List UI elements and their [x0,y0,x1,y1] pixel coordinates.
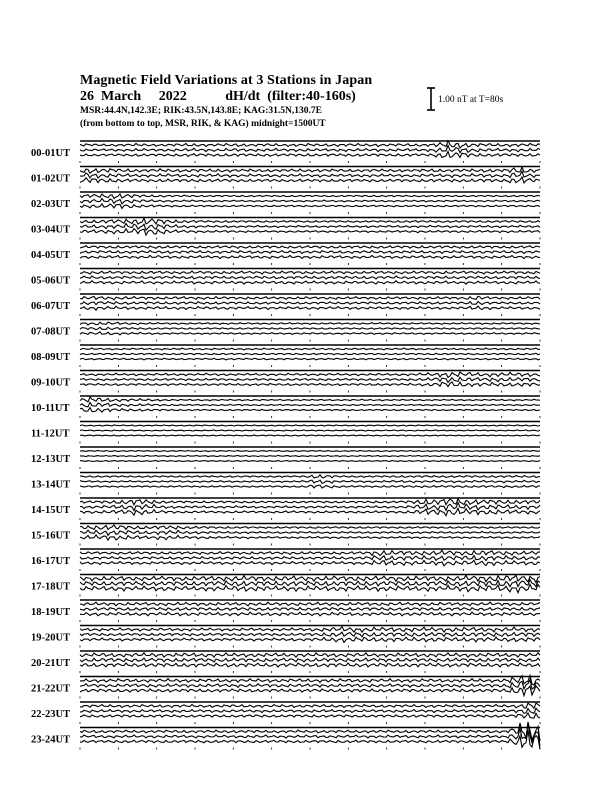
trace-rik [80,708,540,713]
row-label: 14-15UT [31,505,71,516]
hour-row-00-01UT [31,141,540,163]
row-label: 08-09UT [31,352,71,363]
trace-rik [80,530,540,535]
trace-kag [80,535,540,540]
row-label: 20-21UT [31,658,71,669]
row-label: 22-23UT [31,709,71,720]
hour-row-05-06UT [31,269,540,291]
row-label: 13-14UT [31,479,71,491]
trace-kag [80,229,540,235]
quantity-label: dH/dt [225,89,261,104]
trace-rik [80,632,540,637]
trace-kag [80,204,540,209]
trace-msr [80,450,540,451]
trace-msr [80,246,540,249]
row-label: 16-17UT [31,556,71,567]
row-label: 06-07UT [31,301,71,312]
hour-row-03-04UT [31,218,540,240]
trace-kag [80,281,540,284]
hour-row-16-17UT [31,549,540,571]
date-day: 26 [80,89,94,104]
filter-label: (filter:40-160s) [267,89,356,104]
trace-rik [80,276,540,279]
trace-msr [80,296,540,299]
trace-kag [80,306,540,310]
trace-msr [80,475,540,478]
trace-msr [80,167,540,173]
trace-kag [80,332,540,335]
trace-kag [80,663,540,667]
trace-msr [80,722,540,741]
trace-rik [80,223,540,230]
trace-kag [80,358,540,360]
trace-kag [80,435,540,436]
trace-kag [80,461,540,462]
trace-rik [80,608,540,611]
hour-row-17-18UT [31,575,540,597]
row-label: 12-13UT [31,454,71,465]
trace-rik [80,327,540,329]
row-label: 17-18UT [31,581,71,593]
trace-msr [80,703,540,708]
trace-msr [80,141,540,148]
hour-row-20-21UT [31,651,540,673]
hour-row-19-20UT [31,626,540,648]
trace-kag [80,584,540,592]
trace-msr [80,550,540,555]
row-label: 18-19UT [31,607,71,618]
trace-rik [80,145,540,152]
hour-row-06-07UT [31,294,540,316]
hour-row-23-24UT [31,722,540,750]
traces-area [31,141,540,750]
trace-kag [80,686,540,696]
trace-kag [80,612,540,616]
trace-msr [80,525,540,530]
trace-rik [80,250,540,253]
trace-kag [80,730,540,749]
trace-kag [80,560,540,566]
trace-msr [80,271,540,274]
trace-rik [80,430,540,431]
trace-rik [80,658,540,662]
hour-row-15-16UT [31,524,540,546]
trace-kag [80,485,540,488]
trace-rik [80,455,540,456]
trace-msr [80,425,540,426]
trace-rik [80,199,540,204]
hour-row-10-11UT [31,396,540,418]
hour-row-01-02UT [31,167,540,189]
trace-msr [80,602,540,606]
trace-rik [80,580,540,587]
row-label: 02-03UT [31,199,71,210]
trace-msr [80,372,540,377]
row-label: 07-08UT [31,326,71,338]
hour-row-12-13UT [31,447,540,469]
row-label: 05-06UT [31,275,71,287]
row-label: 19-20UT [31,632,71,644]
trace-rik [80,377,540,382]
row-label: 23-24UT [31,734,71,746]
trace-rik [80,402,540,406]
trace-rik [80,480,540,483]
hour-row-09-10UT [31,371,540,393]
trace-msr [80,499,540,505]
trace-msr [80,653,540,657]
row-label: 01-02UT [31,173,71,185]
trace-kag [80,508,540,516]
hour-row-13-14UT [31,473,540,495]
hour-row-21-22UT [31,675,540,698]
hour-row-18-19UT [31,600,540,622]
hour-row-11-12UT [31,422,540,444]
trace-msr [80,194,540,199]
trace-kag [80,713,540,718]
trace-kag [80,408,540,413]
hour-row-07-08UT [31,320,540,342]
trace-rik [80,556,540,561]
date-year: 2022 [158,89,187,104]
hour-row-02-03UT [31,192,540,214]
trace-msr [80,575,540,583]
hour-row-08-09UT [31,345,540,367]
row-label: 21-22UT [31,683,71,695]
trace-msr [80,627,540,633]
hour-row-14-15UT [31,498,540,520]
hour-row-22-23UT [31,702,540,724]
trace-rik [80,302,540,305]
trace-kag [80,152,540,158]
scale-bar [427,88,435,110]
trace-msr [80,322,540,325]
trace-msr [80,218,540,224]
trace-rik [80,353,540,355]
hour-row-04-05UT [31,243,540,265]
date-month: March [101,89,142,104]
row-label: 04-05UT [31,250,71,261]
trace-msr [80,348,540,350]
trace-kag [80,637,540,642]
row-label: 03-04UT [31,224,71,236]
row-label: 11-12UT [31,428,70,440]
trace-kag [80,255,540,258]
trace-rik [80,171,540,178]
trace-kag [80,382,540,387]
row-label: 00-01UT [31,148,71,159]
station-coordinates: MSR:44.4N,142.3E; RIK:43.5N,143.8E; KAG:31.5N,130.7E [80,106,322,116]
row-label: 15-16UT [31,530,71,542]
trace-kag [80,177,540,183]
scale-label: 1.00 nT at T=80s [438,95,504,105]
trace-msr [80,397,540,402]
chart-title: Magnetic Field Variations at 3 Stations in Japan [80,73,373,88]
row-label: 10-11UT [31,403,70,414]
trace-rik [80,723,540,746]
row-label: 09-10UT [31,377,71,389]
station-order-note: (from bottom to top, MSR, RIK, & KAG) midnight=1500UT [80,119,326,129]
